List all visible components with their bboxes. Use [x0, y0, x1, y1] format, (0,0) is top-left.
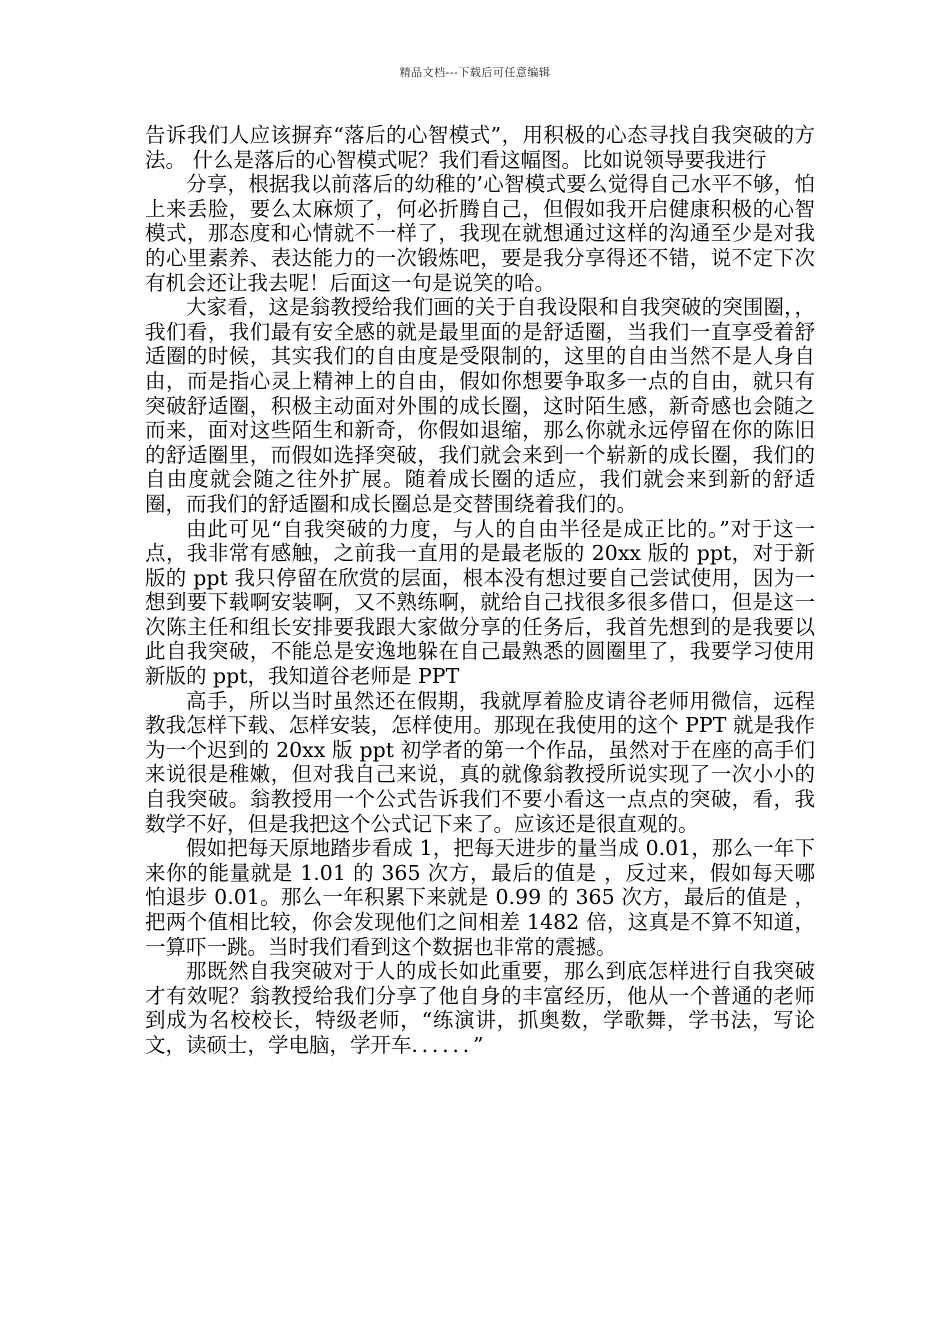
- document-body: [145, 123, 815, 1058]
- paragraph-6: 假如把每天原地踏步看成 1，把每天进步的量当成 0.01，那么一年下来你的能量就是 1.01 的 365 次方，最后的值是 ，反过来，假如每天哪怕退步 0.01。那么一年积累下来就是 0.99 的 365 次方，最后的值是 ，把两个值相比较，你会发现他们之间相差 1482 倍，这真是不算不知道，一算吓一跳。当时我们看到这个数据也非常的震撼。: [145, 836, 815, 959]
- paragraph-3: 大家看，这是翁教授给我们画的关于自我设限和自我突破的突围圈，，我们看，我们最有安全感的就是最里面的是舒适圈，当我们一直享受着舒适圈的时候，其实我们的自由度是受限制的，这里的自由当然不是人身自由，而是指心灵上精神上的自由，假如你想要争取多一点的自由，就只有突破舒适圈，积极主动面对外围的成长圈，这时陌生感，新奇感也会随之而来，面对这些陌生和新奇，你假如退缩，那么你就永远停留在你的陈旧的舒适圈里，而假如选择突破，我们就会来到一个崭新的成长圈，我们的自由度就会随之往外扩展。随着成长圈的适应，我们就会来到新的舒适圈，而我们的舒适圈和成长圈总是交替围绕着我们的。: [145, 295, 815, 516]
- paragraph-7: 那既然自我突破对于人的成长如此重要，那么到底怎样进行自我突破才有效呢？翁教授给我们分享了他自身的丰富经历，他从一个普通的老师到成为名校校长，特级老师，“练演讲，抓奥数，学歌舞，学书法，写论文，读硕士，学电脑，学开车．．．．．．”: [145, 959, 815, 1057]
- paragraph-1: 告诉我们人应该摒弃“落后的心智模式”，用积极的心态寻找自我突破的方法。 什么是落后的心智模式呢？我们看这幅图。比如说领导要我进行: [145, 123, 815, 172]
- paragraph-2: 分享，根据我以前落后的幼稚的’心智模式要么觉得自己水平不够，怕上来丢脸，要么太麻烦了，何必折腾自己，但假如我开启健康积极的心智模式，那态度和心情就不一样了，我现在就想通过这样的沟通至少是对我的心里素养、表达能力的一次锻炼吧，要是我分享得还不错，说不定下次有机会还让我去呢！后面这一句是说笑的哈。: [145, 172, 815, 295]
- paragraph-4: 由此可见“自我突破的力度，与人的自由半径是成正比的。”对于这一点，我非常有感触，之前我一直用的是最老版的 20xx 版的 ppt，对于新版的 ppt 我只停留在欣赏的层面，根本没有想过要自己尝试使用，因为一想到要下载啊安装啊，又不熟练啊，就给自己找很多很多借口，但是这一次陈主任和组长安排要我跟大家做分享的任务后，我首先想到的是我要以此自我突破，不能总是安逸地躲在自己最熟悉的圆圈里了，我要学习使用新版的 ppt，我知道谷老师是 PPT: [145, 516, 815, 689]
- paragraph-5: 高手，所以当时虽然还在假期，我就厚着脸皮请谷老师用微信，远程教我怎样下载、怎样安装，怎样使用。那现在我使用的这个 PPT 就是我作为一个迟到的 20xx 版 ppt 初学者的第一个作品，虽然对于在座的高手们来说很是稚嫩，但对我自己来说，真的就像翁教授所说实现了一次小小的自我突破。翁教授用一个公式告诉我们不要小看这一点点的突破，看，我数学不好，但是我把这个公式记下来了。应该还是很直观的。: [145, 688, 815, 836]
- running-header: 精品文档---下载后可任意编辑: [399, 66, 551, 79]
